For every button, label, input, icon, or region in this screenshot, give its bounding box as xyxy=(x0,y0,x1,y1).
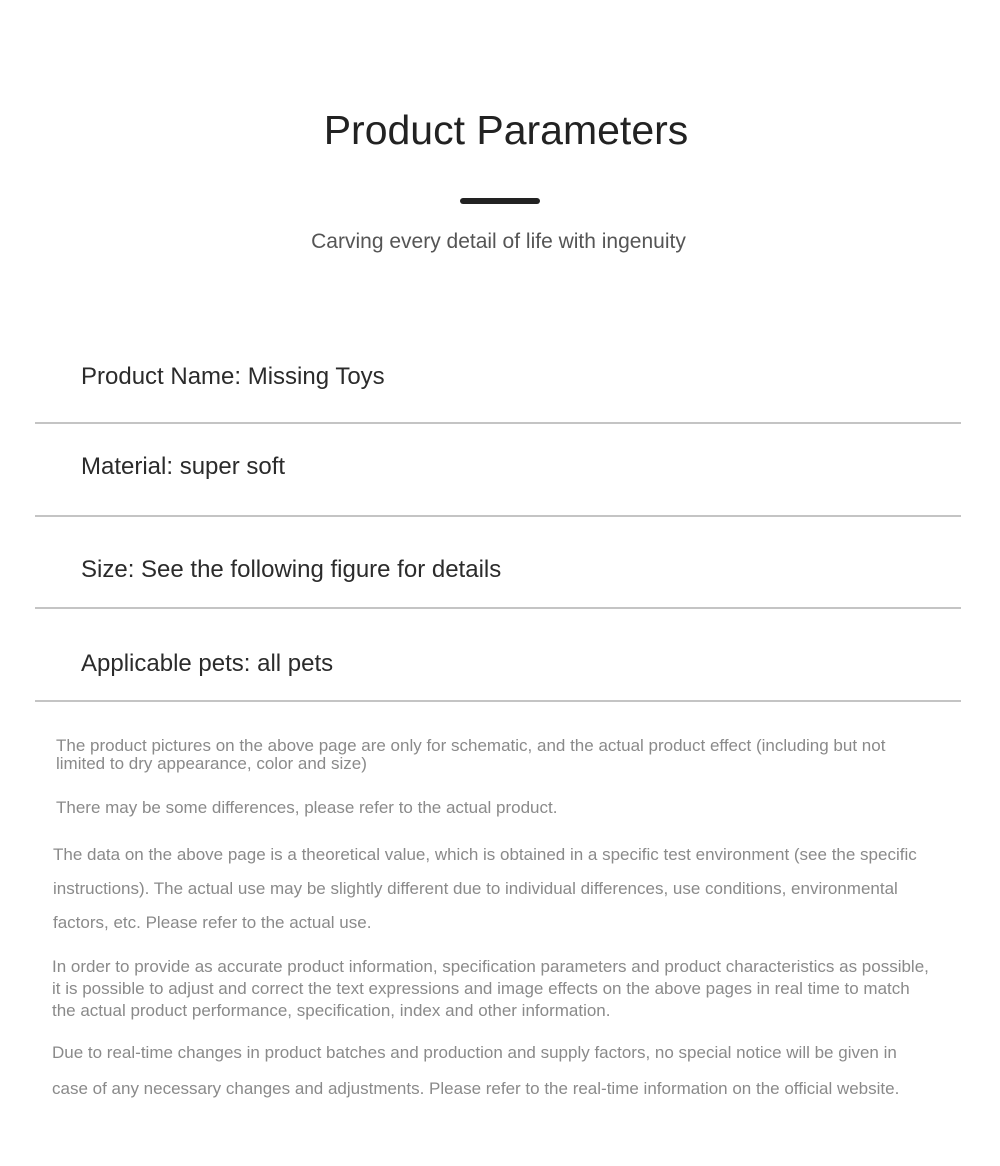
disclaimer-differences: There may be some differences, please refer to the actual product. xyxy=(56,798,558,817)
disclaimer-real-time-changes: Due to real-time changes in product batches and production and supply factors, no special notice will be given in case of any necessary changes and adjustments. Please refer to the real-time information on the official website. xyxy=(52,1043,900,1098)
divider xyxy=(35,700,961,702)
divider xyxy=(35,607,961,609)
param-applicable-pets: Applicable pets: all pets xyxy=(81,650,334,677)
param-material: Material: super soft xyxy=(81,453,286,480)
divider xyxy=(35,422,961,424)
disclaimer-schematic: The product pictures on the above page are only for schematic, and the actual product effect (including but not limited to dry appearance, color and size) xyxy=(56,736,886,773)
divider xyxy=(35,515,961,517)
disclaimer-accuracy: In order to provide as accurate product information, specification parameters and product characteristics as possible, it is possible to adjust and correct the text expressions and image effects on the above pages in real time to match the actual product performance, specification, index and other information. xyxy=(52,957,929,1020)
title-underline xyxy=(460,198,540,204)
page-subtitle: Carving every detail of life with ingenuity xyxy=(311,230,686,253)
param-size: Size: See the following figure for details xyxy=(81,556,502,583)
param-product-name: Product Name: Missing Toys xyxy=(81,363,385,390)
page-title: Product Parameters xyxy=(323,107,689,153)
disclaimer-theoretical-value: The data on the above page is a theoretical value, which is obtained in a specific test environment (see the specific instructions). The actual use may be slightly different due to individual differences, use conditions, environmental factors, etc. Please refer to the actual use. xyxy=(53,845,917,932)
